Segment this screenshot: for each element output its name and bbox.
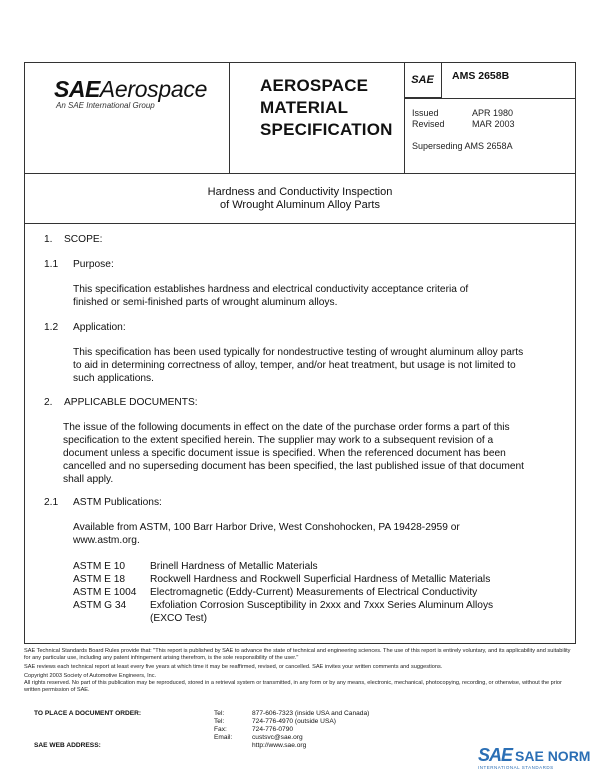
reference-id: ASTM E 1004 bbox=[73, 587, 137, 598]
text-line: cancelled and no superseding document has been specified, the last published issue of that document bbox=[63, 461, 525, 472]
section-paragraph bbox=[63, 421, 524, 486]
section-number: 1. bbox=[44, 234, 53, 245]
issued-row bbox=[412, 108, 513, 118]
rights-text: All rights reserved. No part of this publication may be reproduced, stored in a retrieval system or transmitted, in any form or by any means, electronic, mechanical, photocopying, recording, or otherwise, without the prior written permission of SAE. bbox=[24, 680, 562, 693]
reference-item bbox=[73, 586, 493, 599]
subtitle-line: Hardness and Conductivity Inspection bbox=[207, 186, 393, 198]
title-line: SPECIFICATION bbox=[260, 120, 393, 139]
section-heading: ASTM Publications: bbox=[73, 497, 162, 508]
copyright-text: Copyright 2003 Society of Automotive Engineers, Inc. bbox=[24, 673, 157, 679]
document-subtitle bbox=[24, 174, 576, 224]
issued-value: APR 1980 bbox=[472, 108, 514, 118]
header-rule bbox=[404, 98, 576, 99]
contact-label: Tel: bbox=[214, 710, 225, 717]
spec-type-title bbox=[260, 75, 393, 141]
title-line: MATERIAL bbox=[260, 98, 349, 117]
issued-label: Issued bbox=[412, 108, 439, 118]
text-line: This specification establishes hardness and electrical conductivity acceptance criteria of bbox=[73, 284, 469, 295]
contact-value[interactable]: 877-606-7323 (inside USA and Canada) bbox=[252, 710, 370, 717]
revised-label: Revised bbox=[412, 119, 445, 129]
text-line: document unless a specific document issue is specified. When the referenced document has been bbox=[63, 448, 506, 459]
sae-mark: SAE bbox=[404, 62, 442, 98]
text-line: shall apply. bbox=[63, 474, 114, 485]
web-address-link[interactable]: http://www.sae.org bbox=[252, 742, 307, 749]
web-address-label: SAE WEB ADDRESS: bbox=[34, 742, 101, 749]
text-line: finished or semi-finished parts of wrought aluminum alloys. bbox=[73, 297, 338, 308]
review-text: SAE reviews each technical report at least every five years at which time it may be reaffirmed, revised, or cancelled. SAE invites your written comments and suggestions. bbox=[24, 664, 443, 670]
superseding-note: Superseding AMS 2658A bbox=[412, 141, 513, 151]
reference-id: ASTM G 34 bbox=[73, 600, 127, 611]
text-line: such applications. bbox=[73, 373, 154, 384]
header-divider bbox=[229, 62, 230, 173]
reference-title: Rockwell Hardness and Rockwell Superficial Hardness of Metallic Materials bbox=[150, 574, 491, 585]
logo-aerospace-text: Aerospace bbox=[99, 76, 208, 102]
sae-norm-watermark bbox=[478, 745, 591, 770]
legal-footer bbox=[24, 648, 576, 696]
revised-value: MAR 2003 bbox=[472, 119, 515, 129]
reference-title: Exfoliation Corrosion Susceptibility in 2xxx and 7xxx Series Aluminum Alloys bbox=[150, 600, 494, 611]
ams-number: AMS 2658B bbox=[452, 70, 510, 82]
order-label: TO PLACE A DOCUMENT ORDER: bbox=[34, 710, 142, 717]
standards-rules-text: SAE Technical Standards Board Rules provide that: "This report is published by SAE to advance the state of technical and engineering sciences. The use of this report is entirely voluntary, and its applicability and suitability for any particular use, including any patent infringement arising therefrom, is the sole responsibility of the user." bbox=[24, 648, 571, 661]
contact-value[interactable]: 724-776-4970 (outside USA) bbox=[252, 718, 336, 725]
document-header bbox=[24, 62, 576, 174]
section-paragraph bbox=[73, 283, 468, 309]
section-paragraph bbox=[73, 346, 523, 385]
logo-sae-text: SAE bbox=[54, 76, 100, 102]
section-number: 1.1 bbox=[44, 259, 59, 270]
logo-subtitle: An SAE International Group bbox=[56, 101, 155, 110]
section-number: 2.1 bbox=[44, 497, 59, 508]
contact-label: Fax: bbox=[214, 726, 227, 733]
contact-label: Email: bbox=[214, 734, 233, 741]
text-line: This specification has been used typically for nondestructive testing of wrought aluminum alloy parts bbox=[73, 347, 524, 358]
reference-list bbox=[73, 560, 493, 625]
section-paragraph bbox=[73, 521, 460, 547]
section-number: 2. bbox=[44, 397, 53, 408]
text-line: to aid in determining correctness of alloy, temper, and/or heat treatment, but usage is not limited to bbox=[73, 360, 516, 371]
reference-id: ASTM E 10 bbox=[73, 561, 126, 572]
section-number: 1.2 bbox=[44, 322, 59, 333]
section-heading: Purpose: bbox=[73, 259, 114, 270]
contact-value[interactable]: 724-776-0790 bbox=[252, 726, 294, 733]
reference-id bbox=[73, 612, 150, 625]
reference-id: ASTM E 18 bbox=[73, 574, 126, 585]
reference-item bbox=[73, 612, 493, 625]
reference-item bbox=[73, 573, 493, 586]
email-link[interactable]: custsvc@sae.org bbox=[252, 734, 303, 741]
text-line: www.astm.org. bbox=[73, 535, 140, 546]
text-line: specification to the extent specified herein. The supplier may work to a subsequent revision of a bbox=[63, 435, 494, 446]
reference-title: Electromagnetic (Eddy-Current) Measurements of Electrical Conductivity bbox=[150, 587, 478, 598]
section-heading: SCOPE: bbox=[64, 234, 103, 245]
contact-label: Tel: bbox=[214, 718, 225, 725]
text-line: Available from ASTM, 100 Barr Harbor Drive, West Conshohocken, PA 19428-2959 or bbox=[73, 522, 460, 533]
norm-sae-mark: SAE bbox=[478, 745, 513, 765]
reference-item bbox=[73, 560, 493, 573]
text-line: The issue of the following documents in effect on the date of the purchase order forms a part of this bbox=[63, 422, 510, 433]
subtitle-line: of Wrought Aluminum Alloy Parts bbox=[220, 199, 380, 211]
reference-title: (EXCO Test) bbox=[150, 613, 207, 624]
title-line: AEROSPACE bbox=[260, 76, 369, 95]
section-heading: APPLICABLE DOCUMENTS: bbox=[64, 397, 198, 408]
reference-title: Brinell Hardness of Metallic Materials bbox=[150, 561, 318, 572]
sae-aerospace-logo bbox=[54, 76, 207, 110]
revised-row bbox=[412, 119, 515, 129]
norm-subtext: INTERNATIONAL STANDARDS bbox=[478, 765, 554, 770]
reference-item bbox=[73, 599, 493, 612]
section-heading: Application: bbox=[73, 322, 126, 333]
norm-text: SAE NORM bbox=[515, 748, 591, 764]
